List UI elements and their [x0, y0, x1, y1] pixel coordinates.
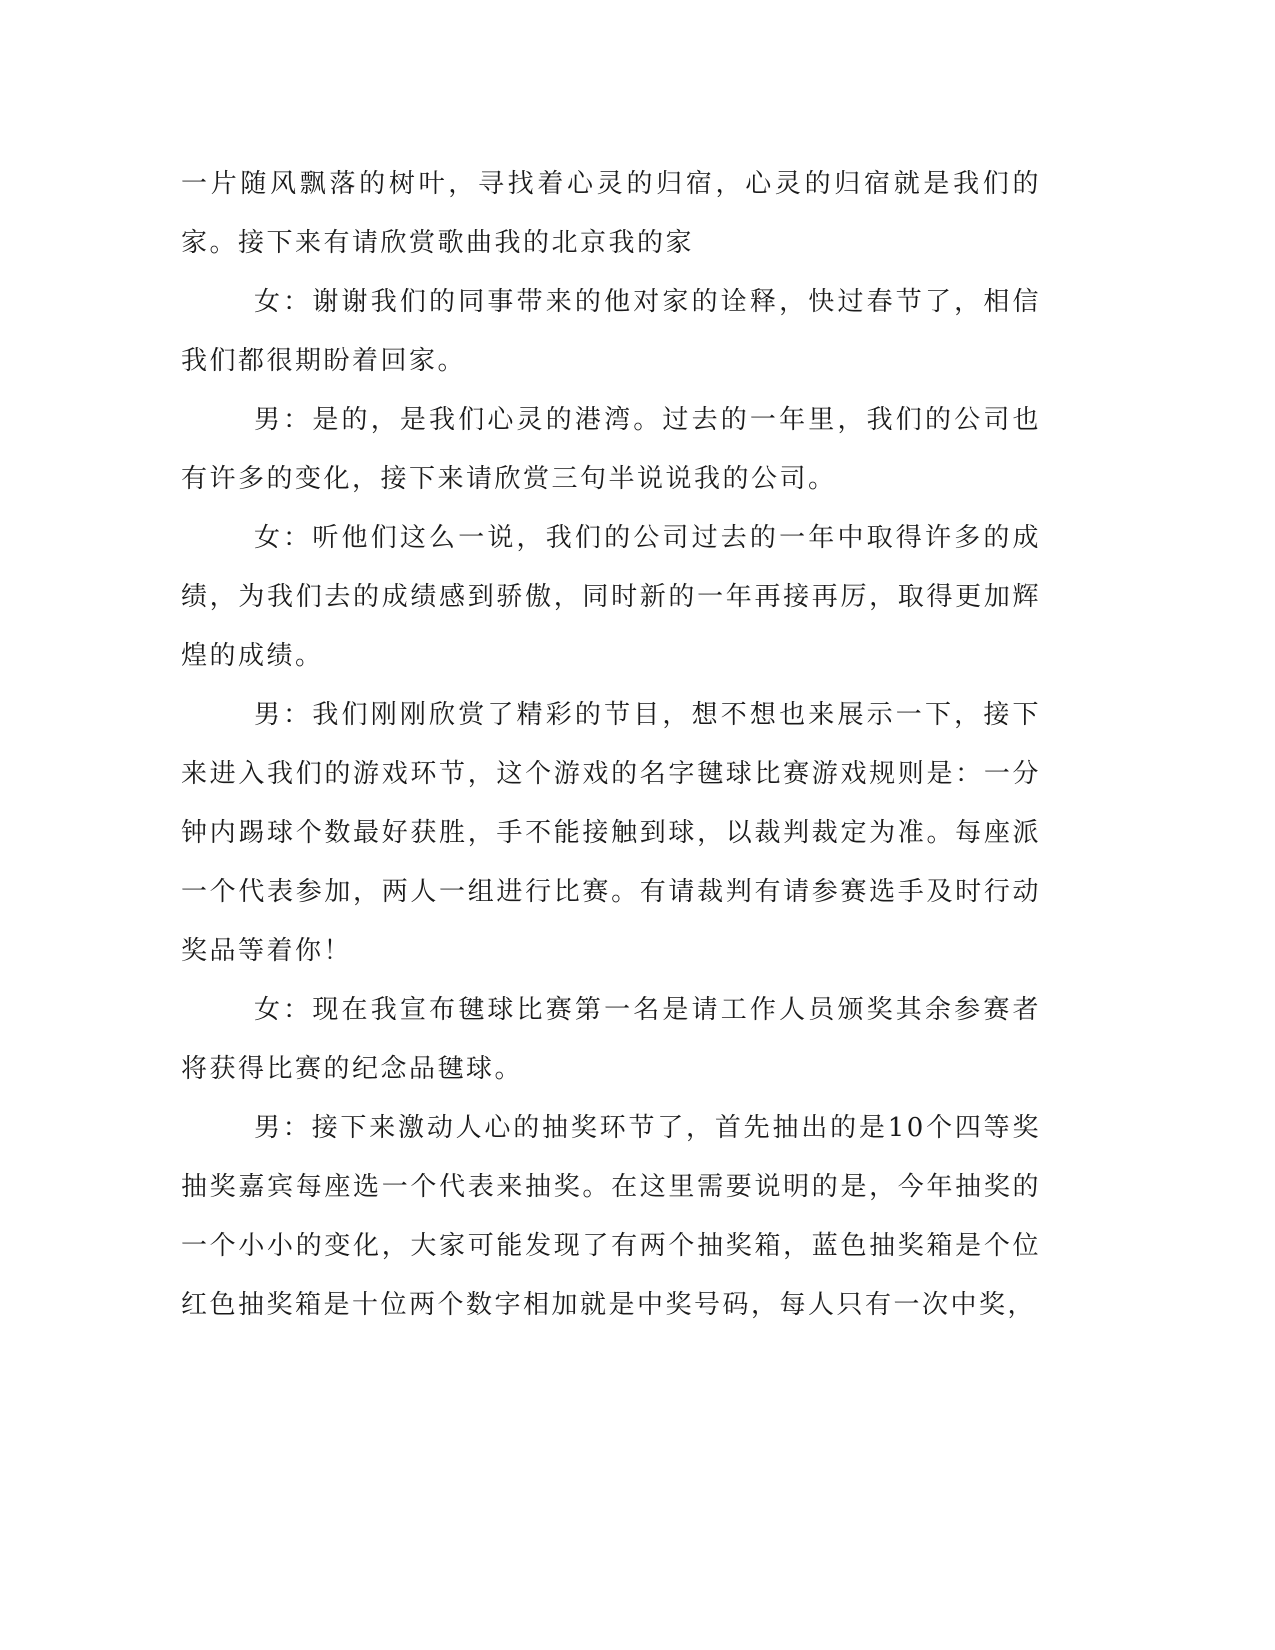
- paragraph-female-2: 女：听他们这么一说，我们的公司过去的一年中取得许多的成绩，为我们去的成绩感到骄傲，同时新的一年再接再厉，取得更加辉煌的成绩。: [181, 523, 1041, 671]
- paragraph-male-3: 男：接下来激动人心的抽奖环节了，首先抽出的是10个四等奖抽奖嘉宾每座选一个代表来抽奖。在这里需要说明的是，今年抽奖的一个小小的变化，大家可能发现了有两个抽奖箱，蓝色抽奖箱是个位红色抽奖箱是十位两个数字相加就是中奖号码，每人只有一次中奖，: [181, 1113, 1041, 1320]
- paragraph-female-3: 女：现在我宣布毽球比赛第一名是请工作人员颁奖其余参赛者将获得比赛的纪念品毽球。: [181, 995, 1041, 1084]
- paragraph-female-1: 女：谢谢我们的同事带来的他对家的诠释，快过春节了，相信我们都很期盼着回家。: [181, 287, 1041, 376]
- paragraph-male-1: 男：是的，是我们心灵的港湾。过去的一年里，我们的公司也有许多的变化，接下来请欣赏三句半说说我的公司。: [181, 405, 1041, 494]
- paragraph-intro: 一片随风飘落的树叶，寻找着心灵的归宿，心灵的归宿就是我们的家。接下来有请欣赏歌曲我的北京我的家: [181, 169, 1041, 258]
- paragraph-male-2: 男：我们刚刚欣赏了精彩的节目，想不想也来展示一下，接下来进入我们的游戏环节，这个游戏的名字毽球比赛游戏规则是：一分钟内踢球个数最好获胜，手不能接触到球，以裁判裁定为准。每座派一个代表参加，两人一组进行比赛。有请裁判有请参赛选手及时行动奖品等着你！: [181, 700, 1041, 966]
- document-body: [181, 155, 1041, 1335]
